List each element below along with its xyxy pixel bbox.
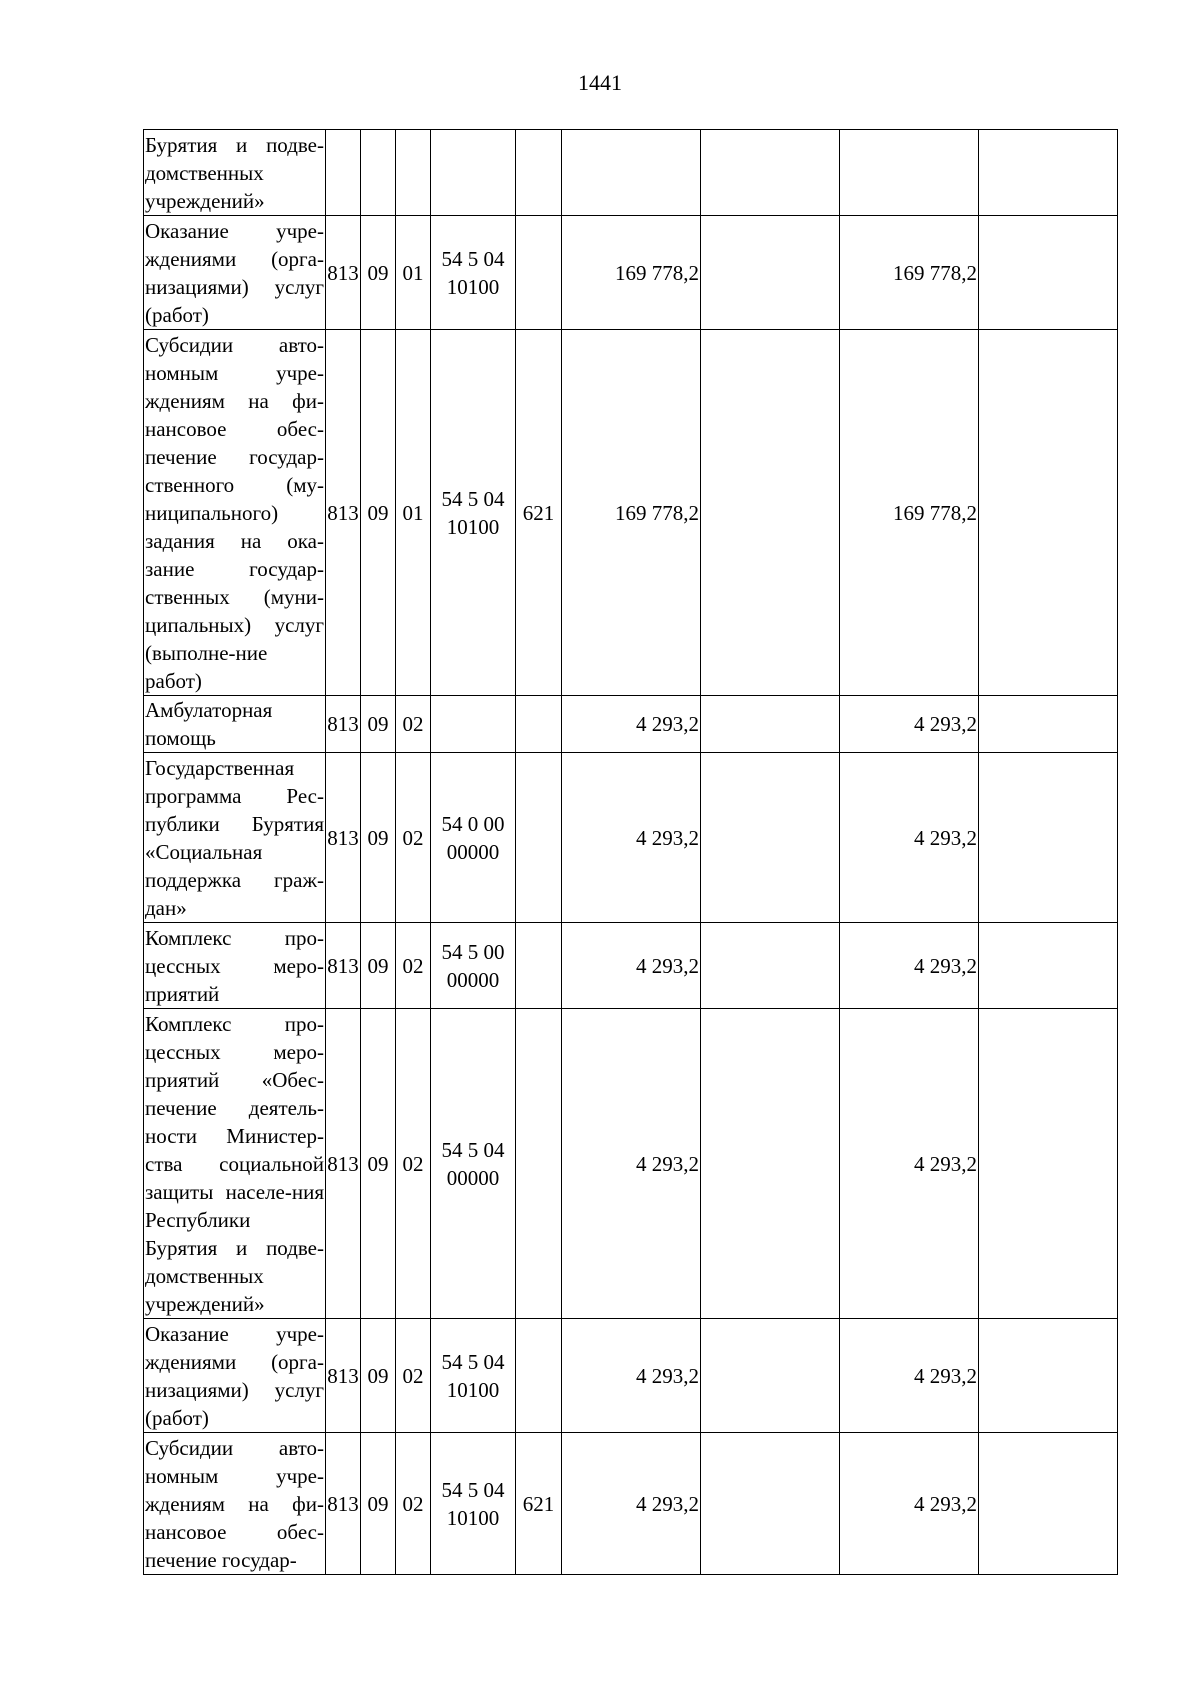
amount-cell-4 <box>979 216 1118 330</box>
target-item-line-1: 54 5 00 <box>441 939 505 964</box>
section-code-cell <box>361 696 396 753</box>
amount-3: 4 293,2 <box>914 953 977 978</box>
amount-cell-3 <box>840 696 979 753</box>
expense-type-cell <box>516 330 562 696</box>
amount-cell-4 <box>979 923 1118 1009</box>
section-code: 09 <box>367 953 389 978</box>
expense-type-code: 621 <box>522 500 555 525</box>
ministry-code-cell <box>326 1433 361 1575</box>
ministry-code: 813 <box>327 953 359 978</box>
row-name-cell <box>144 130 326 216</box>
amount-cell-1 <box>562 1319 701 1433</box>
amount-cell-2 <box>701 130 840 216</box>
subsection-code-cell <box>396 923 431 1009</box>
section-code-cell <box>361 923 396 1009</box>
budget-table <box>143 129 1118 1575</box>
subsection-code-cell <box>396 216 431 330</box>
target-item-cell <box>431 330 516 696</box>
amount-cell-3 <box>840 1433 979 1575</box>
subsection-code-cell <box>396 1009 431 1319</box>
target-item-line-2: 00000 <box>446 967 500 992</box>
ministry-code-cell <box>326 130 361 216</box>
row-name: Субсидии авто-номным учре-ждениям на фи-нансовое обес-печение государ-ственного (му-ниципального) задания на ока-зание государ-ственных (муни-ципальных) услуг (выполне-ние работ) <box>145 332 324 693</box>
amount-cell-4 <box>979 1009 1118 1319</box>
amount-cell-2 <box>701 330 840 696</box>
amount-3: 169 778,2 <box>893 260 977 285</box>
section-code: 09 <box>367 260 389 285</box>
subsection-code: 02 <box>402 1151 424 1176</box>
amount-cell-1 <box>562 923 701 1009</box>
amount-cell-3 <box>840 330 979 696</box>
table-row <box>144 1009 1118 1319</box>
page-number: 1441 <box>578 70 622 95</box>
row-name: Оказание учре-ждениями (орга-низациями) услуг (работ) <box>145 1321 324 1430</box>
amount-cell-2 <box>701 753 840 923</box>
ministry-code-cell <box>326 696 361 753</box>
row-name: Оказание учре-ждениями (орга-низациями) услуг (работ) <box>145 218 324 327</box>
ministry-code-cell <box>326 753 361 923</box>
amount-3: 4 293,2 <box>914 1151 977 1176</box>
subsection-code-cell <box>396 1433 431 1575</box>
section-code: 09 <box>367 1363 389 1388</box>
target-item-cell <box>431 696 516 753</box>
table-row <box>144 696 1118 753</box>
amount-cell-2 <box>701 216 840 330</box>
amount-cell-4 <box>979 753 1118 923</box>
subsection-code: 01 <box>402 500 424 525</box>
amount-3: 169 778,2 <box>893 500 977 525</box>
amount-3: 4 293,2 <box>914 825 977 850</box>
subsection-code-cell <box>396 1319 431 1433</box>
amount-cell-3 <box>840 216 979 330</box>
amount-cell-3 <box>840 130 979 216</box>
amount-cell-3 <box>840 1009 979 1319</box>
ministry-code: 813 <box>327 260 359 285</box>
amount-cell-1 <box>562 1433 701 1575</box>
row-name: Комплекс про-цессных меро-приятий <box>145 925 324 1006</box>
section-code-cell <box>361 330 396 696</box>
section-code-cell <box>361 130 396 216</box>
amount-1: 4 293,2 <box>636 953 699 978</box>
target-item-cell <box>431 1319 516 1433</box>
amount-cell-4 <box>979 1319 1118 1433</box>
subsection-code-cell <box>396 753 431 923</box>
amount-1: 4 293,2 <box>636 712 699 736</box>
ministry-code: 813 <box>327 1151 359 1176</box>
amount-1: 4 293,2 <box>636 1491 699 1516</box>
table-row <box>144 130 1118 216</box>
target-item-cell <box>431 216 516 330</box>
ministry-code: 813 <box>327 825 359 850</box>
expense-type-cell <box>516 696 562 753</box>
amount-cell-1 <box>562 130 701 216</box>
target-item-line-2: 10100 <box>446 274 500 299</box>
section-code: 09 <box>367 825 389 850</box>
amount-cell-4 <box>979 696 1118 753</box>
table-row <box>144 753 1118 923</box>
row-name-cell <box>144 1009 326 1319</box>
ministry-code: 813 <box>327 712 359 736</box>
amount-1: 4 293,2 <box>636 825 699 850</box>
amount-cell-1 <box>562 216 701 330</box>
section-code-cell <box>361 753 396 923</box>
amount-3: 4 293,2 <box>914 1491 977 1516</box>
row-name: Амбулаторная помощь <box>145 698 273 750</box>
subsection-code-cell <box>396 130 431 216</box>
amount-1: 4 293,2 <box>636 1151 699 1176</box>
amount-cell-3 <box>840 1319 979 1433</box>
row-name-cell <box>144 753 326 923</box>
target-item-line-2: 00000 <box>446 1165 500 1190</box>
ministry-code-cell <box>326 923 361 1009</box>
amount-cell-1 <box>562 696 701 753</box>
subsection-code: 02 <box>402 1363 424 1388</box>
expense-type-cell <box>516 1009 562 1319</box>
amount-cell-3 <box>840 753 979 923</box>
target-item-line-1: 54 5 04 <box>441 1477 505 1502</box>
section-code: 09 <box>367 1151 389 1176</box>
table-row <box>144 1319 1118 1433</box>
table-row <box>144 923 1118 1009</box>
amount-cell-1 <box>562 330 701 696</box>
ministry-code: 813 <box>327 1363 359 1388</box>
section-code: 09 <box>367 712 389 736</box>
amount-cell-4 <box>979 330 1118 696</box>
expense-type-cell <box>516 216 562 330</box>
target-item-line-1: 54 5 04 <box>441 1349 505 1374</box>
amount-cell-2 <box>701 696 840 753</box>
expense-type-code: 621 <box>522 1491 555 1516</box>
row-name: Субсидии авто-номным учре-ждениям на фи-нансовое обес-печение государ- <box>145 1435 324 1572</box>
table-row <box>144 216 1118 330</box>
subsection-code: 02 <box>402 712 424 736</box>
section-code: 09 <box>367 1491 389 1516</box>
ministry-code-cell <box>326 216 361 330</box>
ministry-code-cell <box>326 330 361 696</box>
expense-type-cell <box>516 753 562 923</box>
target-item-line-2: 10100 <box>446 514 500 539</box>
subsection-code: 02 <box>402 825 424 850</box>
subsection-code: 01 <box>402 260 424 285</box>
target-item-cell <box>431 1009 516 1319</box>
amount-1: 4 293,2 <box>636 1363 699 1388</box>
target-item-line-2: 00000 <box>446 839 500 864</box>
amount-cell-1 <box>562 753 701 923</box>
target-item-line-1: 54 5 04 <box>441 486 505 511</box>
section-code-cell <box>361 1319 396 1433</box>
row-name-cell <box>144 1319 326 1433</box>
target-item-line-1: 54 0 00 <box>441 811 505 836</box>
expense-type-cell <box>516 1319 562 1433</box>
section-code-cell <box>361 216 396 330</box>
row-name-cell <box>144 696 326 753</box>
expense-type-cell <box>516 1433 562 1575</box>
amount-1: 169 778,2 <box>615 260 699 285</box>
ministry-code: 813 <box>327 1491 359 1516</box>
amount-cell-2 <box>701 1319 840 1433</box>
subsection-code: 02 <box>402 1491 424 1516</box>
amount-1: 169 778,2 <box>615 500 699 525</box>
subsection-code: 02 <box>402 953 424 978</box>
row-name: Бурятия и подве-домственных учреждений» <box>145 132 324 213</box>
target-item-line-2: 10100 <box>446 1505 500 1530</box>
row-name: Государственная программа Рес-публики Бурятия «Социальная поддержка граж-дан» <box>145 755 324 920</box>
expense-type-cell <box>516 130 562 216</box>
amount-cell-2 <box>701 1433 840 1575</box>
expense-type-cell <box>516 923 562 1009</box>
target-item-cell <box>431 753 516 923</box>
row-name-cell <box>144 923 326 1009</box>
target-item-line-1: 54 5 04 <box>441 1137 505 1162</box>
table-row <box>144 1433 1118 1575</box>
target-item-cell <box>431 923 516 1009</box>
row-name-cell <box>144 330 326 696</box>
target-item-cell <box>431 1433 516 1575</box>
ministry-code: 813 <box>327 500 359 525</box>
target-item-cell <box>431 130 516 216</box>
target-item-line-2: 10100 <box>446 1377 500 1402</box>
amount-cell-4 <box>979 130 1118 216</box>
subsection-code-cell <box>396 696 431 753</box>
amount-cell-4 <box>979 1433 1118 1575</box>
ministry-code-cell <box>326 1319 361 1433</box>
ministry-code-cell <box>326 1009 361 1319</box>
row-name-cell <box>144 1433 326 1575</box>
table-row <box>144 330 1118 696</box>
target-item-line-1: 54 5 04 <box>441 246 505 271</box>
row-name-cell <box>144 216 326 330</box>
section-code-cell <box>361 1433 396 1575</box>
subsection-code-cell <box>396 330 431 696</box>
amount-3: 4 293,2 <box>914 1363 977 1388</box>
amount-cell-3 <box>840 923 979 1009</box>
row-name: Комплекс про-цессных меро-приятий «Обес-печение деятель-ности Министер-ства социальной защиты населе-ния Республики Бурятия и подве-домственных учреждений» <box>145 1011 324 1316</box>
amount-3: 4 293,2 <box>914 712 977 736</box>
amount-cell-1 <box>562 1009 701 1319</box>
amount-cell-2 <box>701 923 840 1009</box>
section-code: 09 <box>367 500 389 525</box>
section-code-cell <box>361 1009 396 1319</box>
amount-cell-2 <box>701 1009 840 1319</box>
